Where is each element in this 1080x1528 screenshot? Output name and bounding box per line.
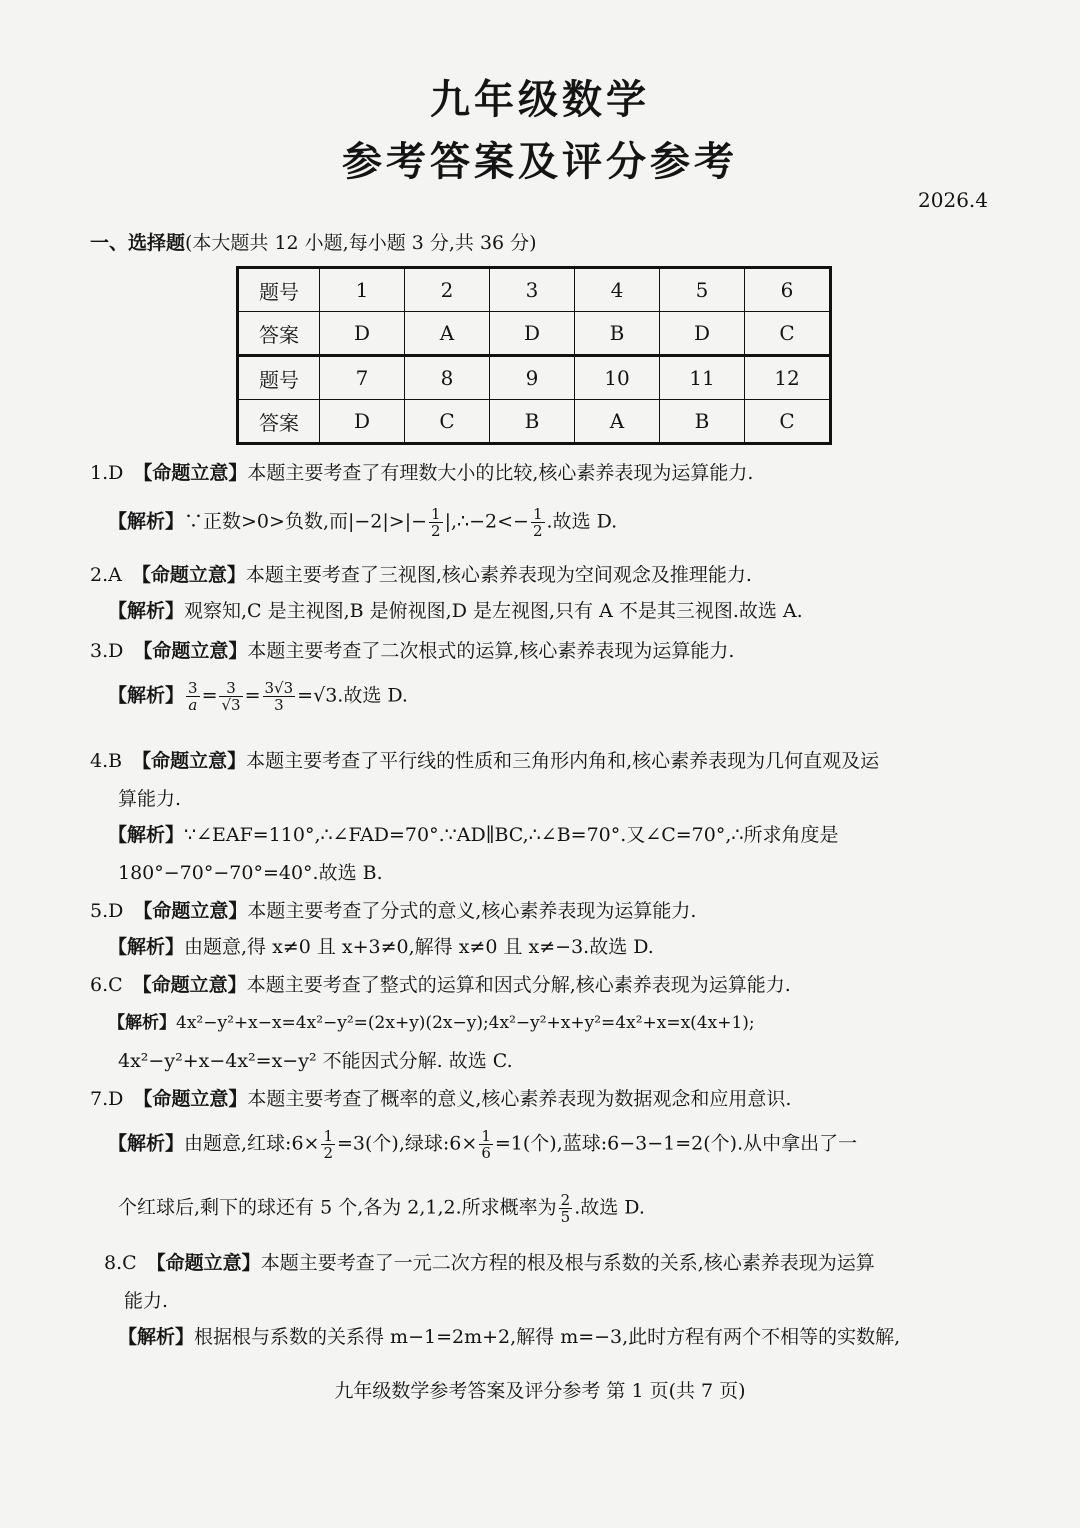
intent-text: 本题主要考查了二次根式的运算,核心素养表现为运算能力. — [247, 640, 735, 662]
fraction-denominator: 3 — [274, 696, 284, 714]
fraction-numerator: 3 — [219, 680, 242, 697]
fraction — [321, 1128, 335, 1161]
analysis-text: =√3.故选 D. — [297, 684, 408, 707]
question-answer-number: 1.D — [90, 462, 124, 484]
q4-analysis-line-2: 180°−70°−70°=40°.故选 B. — [118, 862, 383, 884]
intent-text: 本题主要考查了分式的意义,核心素养表现为运算能力. — [247, 900, 697, 922]
question-answer-number: 8.C — [104, 1252, 137, 1274]
intent-tag: 【命题立意】 — [146, 1252, 261, 1274]
question-number: 1 — [320, 268, 405, 312]
question-number: 10 — [575, 356, 660, 400]
row-label: 题号 — [238, 356, 320, 400]
q4-intent-line — [90, 746, 879, 773]
analysis-text: ∵∠EAF=110°,∴∠FAD=70°.∵AD∥BC,∴∠B=70°.又∠C=70°,∴所求角度是 — [184, 824, 839, 846]
intent-text: 本题主要考查了三视图,核心素养表现为空间观念及推理能力. — [245, 564, 752, 586]
q6-intent-line — [90, 970, 791, 997]
analysis-tag: 【解析】 — [108, 824, 185, 846]
fraction-denominator: 2 — [532, 522, 543, 540]
question-number: 8 — [405, 356, 490, 400]
intent-text: 本题主要考查了概率的意义,核心素养表现为数据观念和应用意识. — [247, 1088, 792, 1110]
page-title: 九年级数学 — [430, 77, 650, 123]
analysis-tag: 【解析】 — [108, 510, 185, 533]
question-number: 11 — [660, 356, 745, 400]
question-number: 7 — [320, 356, 405, 400]
question-number: 3 — [490, 268, 575, 312]
row-label: 答案 — [238, 400, 320, 444]
fraction-denominator: √3 — [221, 696, 241, 714]
analysis-text: 观察知,C 是主视图,B 是俯视图,D 是左视图,只有 A 不是其三视图.故选 A. — [184, 600, 803, 622]
row-label: 答案 — [238, 312, 320, 356]
fraction-numerator: 1 — [481, 1127, 491, 1145]
table-row — [238, 400, 831, 444]
analysis-tag: 【解析】 — [108, 936, 185, 958]
fraction — [559, 1192, 573, 1225]
question-number: 9 — [490, 356, 575, 400]
question-answer-number: 6.C — [90, 974, 123, 996]
q1-analysis-line — [108, 506, 617, 539]
answer-cell: A — [575, 400, 660, 444]
q8-intent-line-2: 能力. — [124, 1290, 169, 1312]
fraction — [531, 506, 545, 539]
question-answer-number: 7.D — [90, 1088, 124, 1110]
analysis-tag: 【解析】 — [108, 1013, 176, 1033]
section-description: (本大题共 12 小题,每小题 3 分,共 36 分) — [185, 232, 537, 254]
fraction-denominator: a — [188, 696, 198, 714]
answer-cell: D — [320, 312, 405, 356]
q2-analysis-line — [108, 596, 803, 623]
intent-text: 本题主要考查了平行线的性质和三角形内角和,核心素养表现为几何直观及运 — [246, 750, 880, 772]
intent-tag: 【命题立意】 — [133, 1088, 248, 1110]
analysis-text: 由题意,得 x≠0 且 x+3≠0,解得 x≠0 且 x≠−3.故选 D. — [184, 936, 654, 958]
answer-cell: D — [320, 400, 405, 444]
answer-cell: C — [745, 400, 831, 444]
table-row — [238, 356, 831, 400]
answer-cell: C — [745, 312, 831, 356]
fraction-denominator: 2 — [431, 522, 441, 540]
fraction-numerator: 2 — [560, 1191, 571, 1209]
answer-table — [236, 266, 832, 445]
row-label: 题号 — [238, 268, 320, 312]
fraction-numerator: 1 — [532, 505, 543, 523]
q6-analysis-line-2: 4x²−y²+x−4x²=x−y² 不能因式分解. 故选 C. — [118, 1050, 513, 1072]
fraction-numerator: 1 — [323, 1127, 334, 1145]
analysis-text: 由题意,红球:6× — [184, 1132, 320, 1155]
analysis-text: =3(个),绿球:6× — [337, 1132, 478, 1155]
fraction-denominator: 6 — [481, 1144, 491, 1162]
question-number: 5 — [660, 268, 745, 312]
question-number: 2 — [405, 268, 490, 312]
q2-intent-line — [90, 560, 752, 587]
intent-tag: 【命题立意】 — [133, 462, 248, 484]
exam-date: 2026.4 — [918, 188, 988, 212]
answer-cell: A — [405, 312, 490, 356]
analysis-tag: 【解析】 — [118, 1326, 195, 1348]
q6-analysis-line — [108, 1008, 755, 1033]
fraction-denominator: 2 — [323, 1144, 334, 1162]
fraction-denominator: 5 — [560, 1208, 571, 1226]
analysis-text: =1(个),蓝球:6−3−1=2(个).从中拿出了一 — [494, 1132, 858, 1155]
fraction — [219, 680, 242, 713]
intent-tag: 【命题立意】 — [132, 750, 247, 772]
question-answer-number: 5.D — [90, 900, 124, 922]
table-row — [238, 312, 831, 356]
q5-intent-line — [90, 896, 696, 923]
intent-text: 本题主要考查了有理数大小的比较,核心素养表现为运算能力. — [247, 462, 754, 484]
intent-tag: 【命题立意】 — [133, 900, 248, 922]
analysis-tag: 【解析】 — [108, 684, 185, 707]
intent-text: 本题主要考查了一元二次方程的根及根与系数的关系,核心素养表现为运算 — [260, 1252, 875, 1274]
fraction — [479, 1128, 493, 1161]
analysis-text: 4x²−y²+x−x=4x²−y²=(2x+y)(2x−y);4x²−y²+x+y²=4x²+x=x(4x+1); — [176, 1013, 755, 1033]
section-heading — [90, 228, 537, 255]
fraction — [186, 680, 200, 713]
q3-intent-line — [90, 636, 734, 663]
analysis-text: .故选 D. — [546, 510, 618, 533]
question-number: 6 — [745, 268, 831, 312]
analysis-text: |,∴−2<− — [444, 510, 529, 533]
question-answer-number: 4.B — [90, 750, 123, 772]
answer-cell: D — [660, 312, 745, 356]
fraction-numerator: 3 — [188, 679, 198, 697]
answer-cell: B — [575, 312, 660, 356]
analysis-tag: 【解析】 — [108, 600, 185, 622]
q5-analysis-line — [108, 932, 654, 959]
analysis-text: ∵正数>0>负数,而|−2|>|− — [184, 510, 428, 533]
analysis-tag: 【解析】 — [108, 1132, 185, 1155]
analysis-text: .故选 D. — [574, 1196, 645, 1219]
q7-analysis-line-2 — [118, 1192, 645, 1225]
fraction-numerator: 3√3 — [264, 679, 294, 697]
question-answer-number: 2.A — [90, 564, 122, 586]
q8-analysis-line — [118, 1322, 900, 1349]
section-label: 一、选择题 — [90, 232, 186, 254]
fraction — [263, 680, 296, 713]
q4-analysis-line — [108, 820, 838, 847]
fraction — [429, 506, 443, 539]
answer-cell: C — [405, 400, 490, 444]
intent-tag: 【命题立意】 — [131, 564, 246, 586]
q4-intent-line-2: 算能力. — [118, 788, 182, 810]
q3-analysis-line: 【解析】 $\frac{3}{a}$ = $\frac{3}{√3}$ = $\frac{3√3}{3}$ =√3.故选 D. — [108, 679, 408, 714]
intent-tag: 【命题立意】 — [133, 640, 248, 662]
question-number: 12 — [745, 356, 831, 400]
question-number: 4 — [575, 268, 660, 312]
q7-analysis-line — [108, 1128, 857, 1161]
q8-intent-line — [104, 1248, 875, 1275]
question-answer-number: 3.D — [90, 640, 124, 662]
intent-tag: 【命题立意】 — [132, 974, 247, 996]
page-subtitle: 参考答案及评分参考 — [342, 139, 738, 185]
answer-cell: B — [660, 400, 745, 444]
fraction-numerator: 1 — [431, 505, 441, 523]
answer-cell: B — [490, 400, 575, 444]
analysis-text: 根据根与系数的关系得 m−1=2m+2,解得 m=−3,此时方程有两个不相等的实数解, — [194, 1326, 901, 1348]
page-footer: 九年级数学参考答案及评分参考 第 1 页(共 7 页) — [334, 1380, 746, 1402]
table-row — [238, 268, 831, 312]
answer-cell: D — [490, 312, 575, 356]
analysis-text: 个红球后,剩下的球还有 5 个,各为 2,1,2.所求概率为 — [118, 1196, 557, 1219]
q1-intent-line — [90, 458, 753, 485]
intent-text: 本题主要考查了整式的运算和因式分解,核心素养表现为运算能力. — [246, 974, 791, 996]
q7-intent-line — [90, 1084, 791, 1111]
